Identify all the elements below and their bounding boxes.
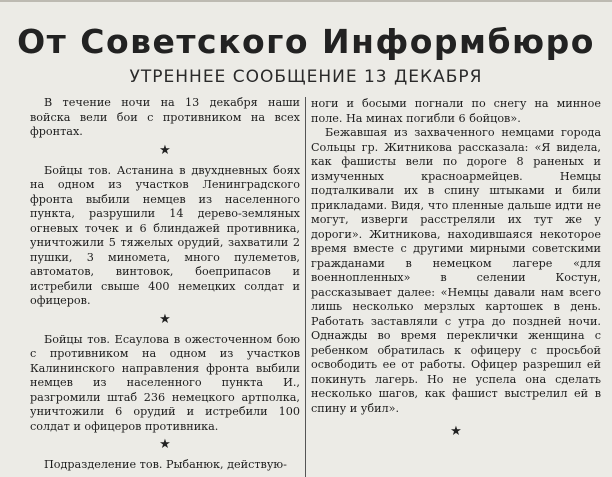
- top-edge: [0, 0, 612, 2]
- column-left: [30, 96, 300, 477]
- article-paragraph: Бойцы тов. Есаулова в ожесточенном бою с противником на одном из участков Калининского направления фронта выбили немцев из населенного пункта И., разгромили штаб 236 немецкого артполка, уничтожили 6 орудий и истребили 100 солдат и офицеров противника.: [30, 332, 300, 433]
- page-subtitle: УТРЕННЕЕ СООБЩЕНИЕ 13 ДЕКАБРЯ: [129, 67, 483, 87]
- article-paragraph: Подразделение тов. Рыбанюк, действую-: [44, 458, 287, 471]
- column-right: [311, 97, 601, 477]
- page-title: От Советского Информбюро: [17, 22, 595, 61]
- article-paragraph: Бежавшая из захваченного немцами города Сольцы гр. Житникова рассказала: «Я видела, как фашисты вели по дороге 8 раненых и измученных красноармейцев. Немцы подталкивали их в спину штыками и били прикладами. Видя, что пленные дальше идти не могут, изверги расстреляли их тут же у дороги». Житникова, находившаяся некоторое время вместе с другими мирными советскими гражданами в немецком лагере «для военнопленных» в селении Костун, рассказывает далее: «Немцы давали нам всего лишь несколько мерзлых картошек в день. Работать заставляли с утра до поздней ночи. Однажды во время переклички женщина с ребенком обратилась к офицеру с просьбой освободить ее от работы. Офицер разрешил ей покинуть лагерь. Но не успела она сделать несколько шагов, как фашист выстрелил ей в спину и убил».: [311, 126, 601, 415]
- star-separator-icon: ★: [159, 437, 171, 452]
- column-divider: [305, 97, 306, 477]
- article-paragraph: Бойцы тов. Астанина в двухдневных боях на одном из участков Ленинградского фронта выбили немцев из населенного пункта, разрушили 14 дерево-земляных огневых точек и 6 блиндажей противника, уничтожили 5 тяжелых орудий, захватили 2 пушки, 3 миномета, много пулеметов, автоматов, винтовок, боеприпасов и истребили свыше 400 немецких солдат и офицеров.: [30, 163, 300, 307]
- star-separator-icon: ★: [159, 311, 171, 327]
- article-continuation: ноги и босыми погнали по снегу на минное поле. На минах погибли 6 бойцов».: [311, 97, 601, 125]
- article-paragraph: В течение ночи на 13 декабря наши войска вели бои с противником на всех фронтах.: [30, 96, 300, 138]
- star-separator-icon: ★: [450, 424, 462, 439]
- star-separator-icon: ★: [159, 142, 171, 158]
